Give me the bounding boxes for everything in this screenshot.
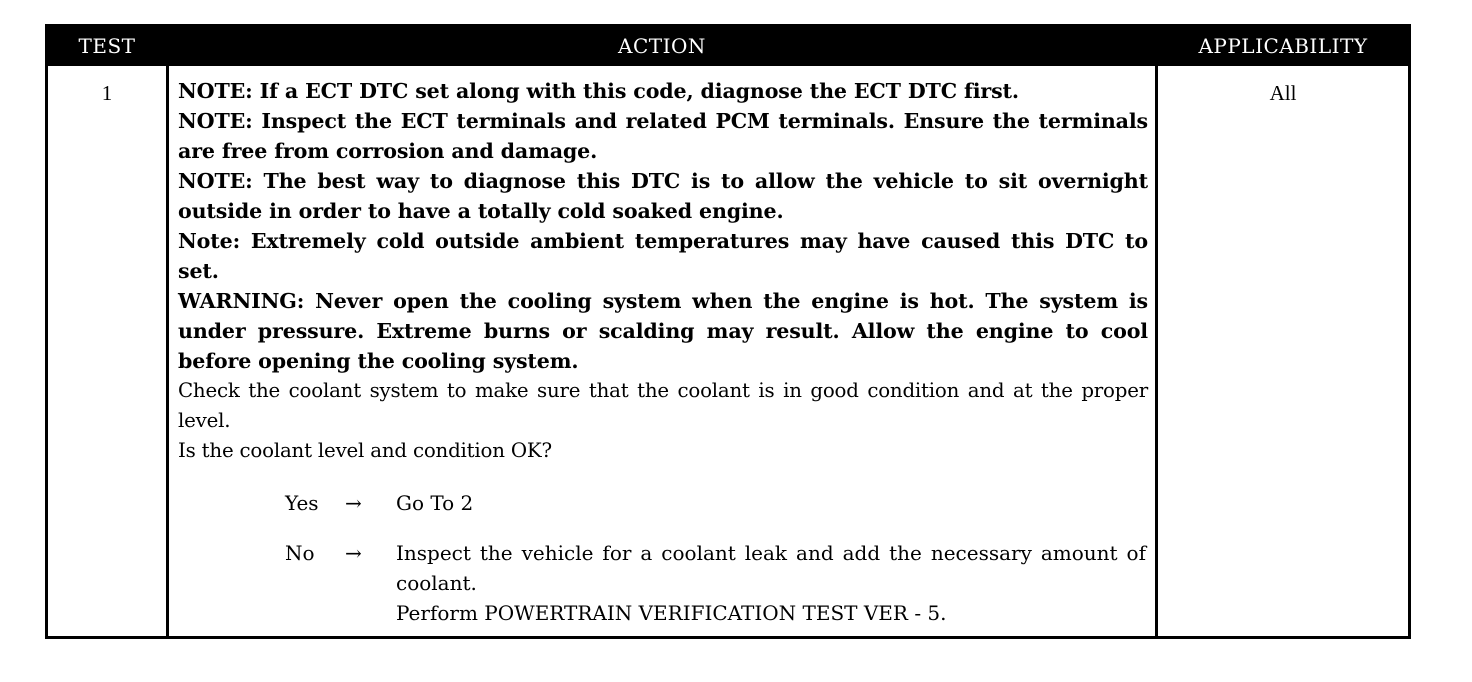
column-divider [1155,66,1158,636]
action-cell [178,76,1148,466]
yes-action: Go To 2 [396,491,474,515]
no-label: No [285,541,315,565]
table-header [48,27,1408,66]
applicability-value: All [1269,81,1297,105]
right-arrow-icon: → [345,491,362,515]
instruction-text: Check the coolant system to make sure that the coolant is in good condition and at the proper level. [178,379,1148,432]
no-action-inspect: Inspect the vehicle for a coolant leak and add the necessary amount of coolant. [396,541,1146,595]
note-cold-soak: NOTE: The best way to diagnose this DTC is to allow the vehicle to sit overnight outside in order to have a totally cold soaked engine. [178,169,1148,223]
column-divider [166,66,169,636]
question-text: Is the coolant level and condition OK? [178,439,552,462]
header-applicability: APPLICABILITY [1198,34,1368,58]
no-action [396,538,1146,628]
note-ambient-temperature: Note: Extremely cold outside ambient temperatures may have caused this DTC to set. [178,229,1148,283]
warning-cooling-system: WARNING: Never open the cooling system when the engine is hot. The system is under pressure. Extreme burns or scalding may result. Allow the engine to cool before opening the cooling system. [178,289,1148,373]
header-test: TEST [78,34,136,58]
header-action: ACTION [618,34,706,58]
no-action-verification: Perform POWERTRAIN VERIFICATION TEST VER - 5. [396,601,947,625]
yes-label: Yes [285,491,319,515]
note-ect-dtc: NOTE: If a ECT DTC set along with this code, diagnose the ECT DTC first. [178,79,1019,103]
right-arrow-icon: → [345,541,362,565]
diagnostic-test-table [45,24,1411,639]
test-number: 1 [101,81,113,105]
note-inspect-terminals: NOTE: Inspect the ECT terminals and related PCM terminals. Ensure the terminals are free from corrosion and damage. [178,109,1148,163]
